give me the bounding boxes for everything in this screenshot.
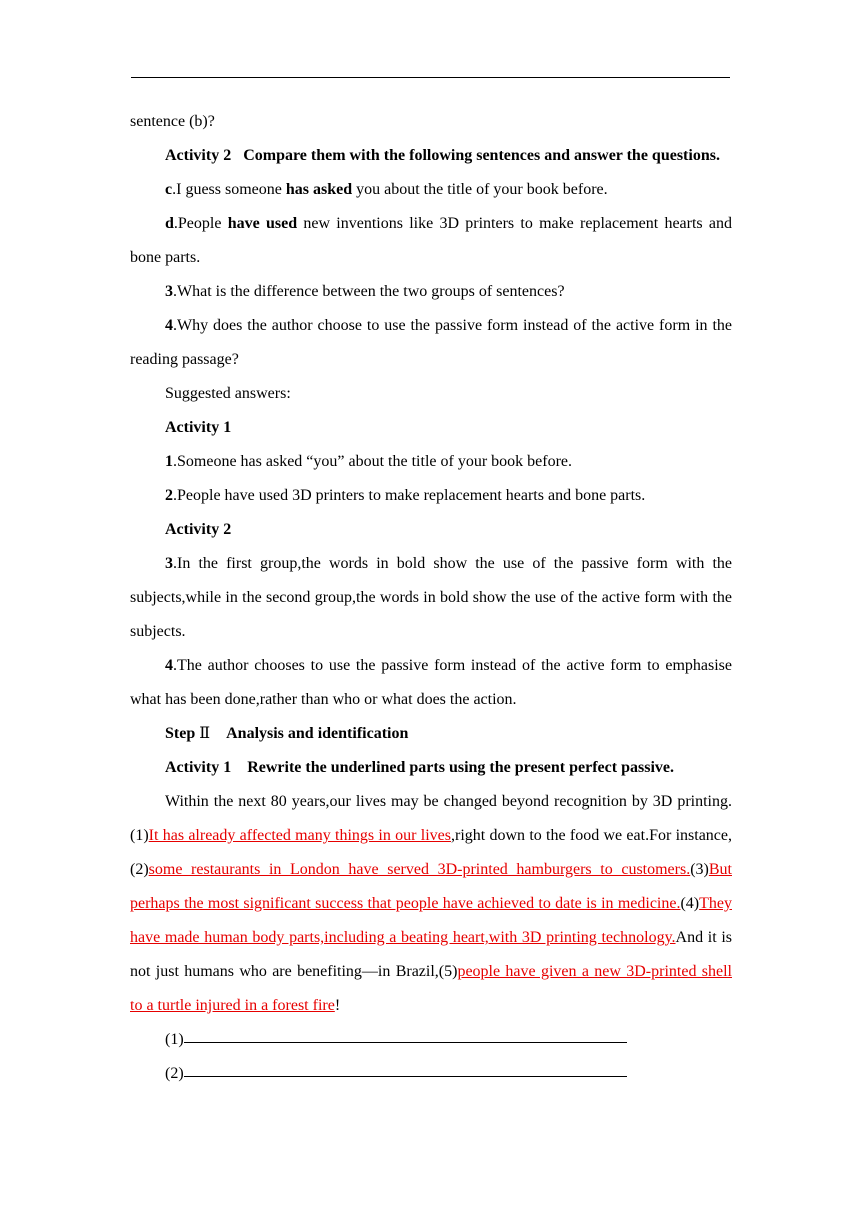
answer-line-1[interactable] <box>184 1024 627 1043</box>
activity2-instruction-text: Compare them with the following sentences and answer the questions. <box>243 147 720 164</box>
answer-blank-2: (2) <box>130 1057 732 1091</box>
step2-heading: Step Ⅱ Analysis and identification <box>165 725 409 742</box>
passage: Within the next 80 years,our lives may be changed beyond recognition by 3D printing.(1)It has already affected many things in our lives,right down to the food we eat.For instance,(2)some restaurants in London have served 3D-printed hamburgers to customers.(3)But perhaps the most significant success that people have achieved to date is in medicine.(4)They have made human body parts,including a beating heart,with 3D printing technology.And it is not just humans who are benefiting—in Brazil,(5)people have given a new 3D-printed shell to a turtle injured in a forest fire! <box>130 793 733 1014</box>
header-rule <box>131 77 730 78</box>
answer-2: 2.People have used 3D printers to make replacement hearts and bone parts. <box>165 487 646 504</box>
underlined-part-2: some restaurants in London have served 3D-printed hamburgers to customers. <box>148 861 691 878</box>
step2-activity1-instruction: Activity 1 Rewrite the underlined parts using the present perfect passive. <box>165 759 674 776</box>
answers-activity2-heading: Activity 2 <box>165 521 232 538</box>
underlined-part-1: It has already affected many things in our lives <box>148 827 451 844</box>
activity2-instruction <box>130 139 732 173</box>
example-d: d.People have used new inventions like 3D printers to make replacement hearts and bone parts. <box>130 215 733 266</box>
answer-3: 3.In the first group,the words in bold show the use of the passive form with the subjects,while in the second group,the words in bold show the use of the active form with the subjects. <box>130 555 732 640</box>
intro-line: sentence (b)? <box>130 113 215 130</box>
example-c: c.I guess someone has asked you about the title of your book before. <box>165 181 608 198</box>
question-3: 3.What is the difference between the two groups of sentences? <box>165 283 565 300</box>
underlined-part-4: They have made human body parts,including a beating heart,with 3D printing technology. <box>130 895 732 946</box>
underlined-part-5: people have given a new 3D-printed shell to a turtle injured in a forest fire <box>130 963 732 1014</box>
question-4: 4.Why does the author choose to use the passive form instead of the active form in the reading passage? <box>130 317 732 368</box>
answer-blank-1: (1) <box>130 1023 732 1057</box>
answer-4: 4.The author chooses to use the passive form instead of the active form to emphasise what has been done,rather than who or what does the action. <box>130 657 732 708</box>
document-body <box>130 105 732 1091</box>
answer-1: 1.Someone has asked “you” about the title of your book before. <box>165 453 572 470</box>
suggested-answers-label: Suggested answers: <box>165 385 291 402</box>
answers-activity1-heading: Activity 1 <box>165 419 232 436</box>
underlined-part-3: But perhaps the most significant success that people have achieved to date is in medicine. <box>130 861 732 912</box>
answer-line-2[interactable] <box>184 1058 627 1077</box>
activity2-heading: Activity 2 <box>165 147 232 164</box>
